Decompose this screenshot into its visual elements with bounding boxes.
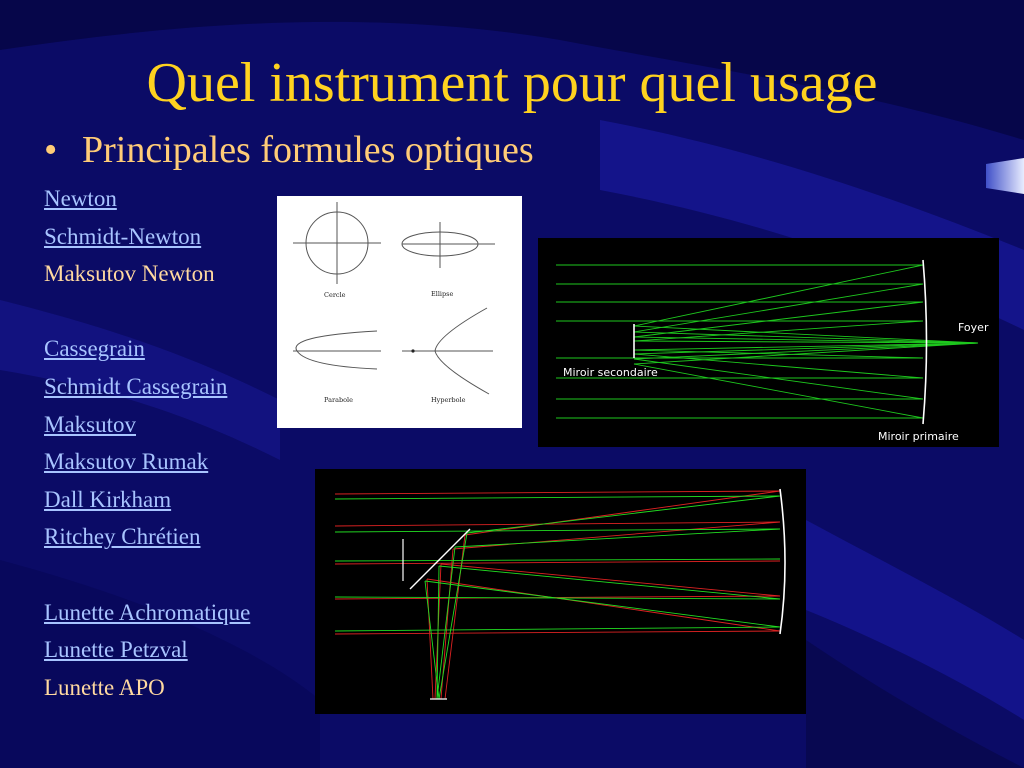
design-link[interactable]: Schmidt Cassegrain <box>44 373 228 399</box>
miroir-secondaire-label: Miroir secondaire <box>563 366 658 379</box>
miroir-primaire-label: Miroir primaire <box>878 430 959 443</box>
design-link[interactable]: Ritchey Chrétien <box>44 524 201 550</box>
design-link[interactable]: Maksutov <box>44 411 136 437</box>
newton-ray-diagram <box>538 238 999 447</box>
decorative-accent <box>986 158 1024 194</box>
design-list-item <box>44 293 250 331</box>
design-list-item <box>44 594 250 632</box>
ellipse-label: Ellipse <box>431 290 454 298</box>
design-link[interactable]: Maksutov Rumak <box>44 449 209 475</box>
design-list-item <box>44 180 250 218</box>
design-list-item <box>44 631 250 669</box>
design-text: Maksutov Newton <box>44 261 215 287</box>
bullet-item <box>44 128 534 172</box>
design-text: Lunette APO <box>44 674 165 700</box>
bullet-dot: • <box>44 129 58 171</box>
design-link[interactable]: Schmidt-Newton <box>44 223 202 249</box>
design-list-item <box>44 218 250 256</box>
design-list-item <box>44 556 250 594</box>
design-list <box>44 180 250 706</box>
cassegrain-ray-diagram <box>315 469 806 714</box>
conic-sections-figure <box>277 196 522 428</box>
cercle-label: Cercle <box>324 291 346 299</box>
parabole-label: Parabole <box>324 396 353 404</box>
slide-title: Quel instrument pour quel usage <box>146 52 878 114</box>
design-list-item <box>44 406 250 444</box>
foyer-label: Foyer <box>958 321 989 334</box>
bullet-text: Principales formules optiques <box>82 129 534 171</box>
design-link[interactable]: Dall Kirkham <box>44 486 172 512</box>
design-link[interactable]: Cassegrain <box>44 336 145 362</box>
design-list-item <box>44 255 250 293</box>
primary-mirror <box>780 489 785 634</box>
design-link[interactable]: Lunette Petzval <box>44 637 188 663</box>
design-list-item <box>44 669 250 707</box>
hyperbole-label: Hyperbole <box>431 396 466 404</box>
parabola-shape <box>296 331 377 369</box>
design-link[interactable]: Lunette Achromatique <box>44 599 251 625</box>
design-list-item <box>44 330 250 368</box>
design-list-item <box>44 518 250 556</box>
design-list-item <box>44 481 250 519</box>
design-link[interactable]: Newton <box>44 186 117 211</box>
design-list-item <box>44 368 250 406</box>
design-list-item <box>44 443 250 481</box>
